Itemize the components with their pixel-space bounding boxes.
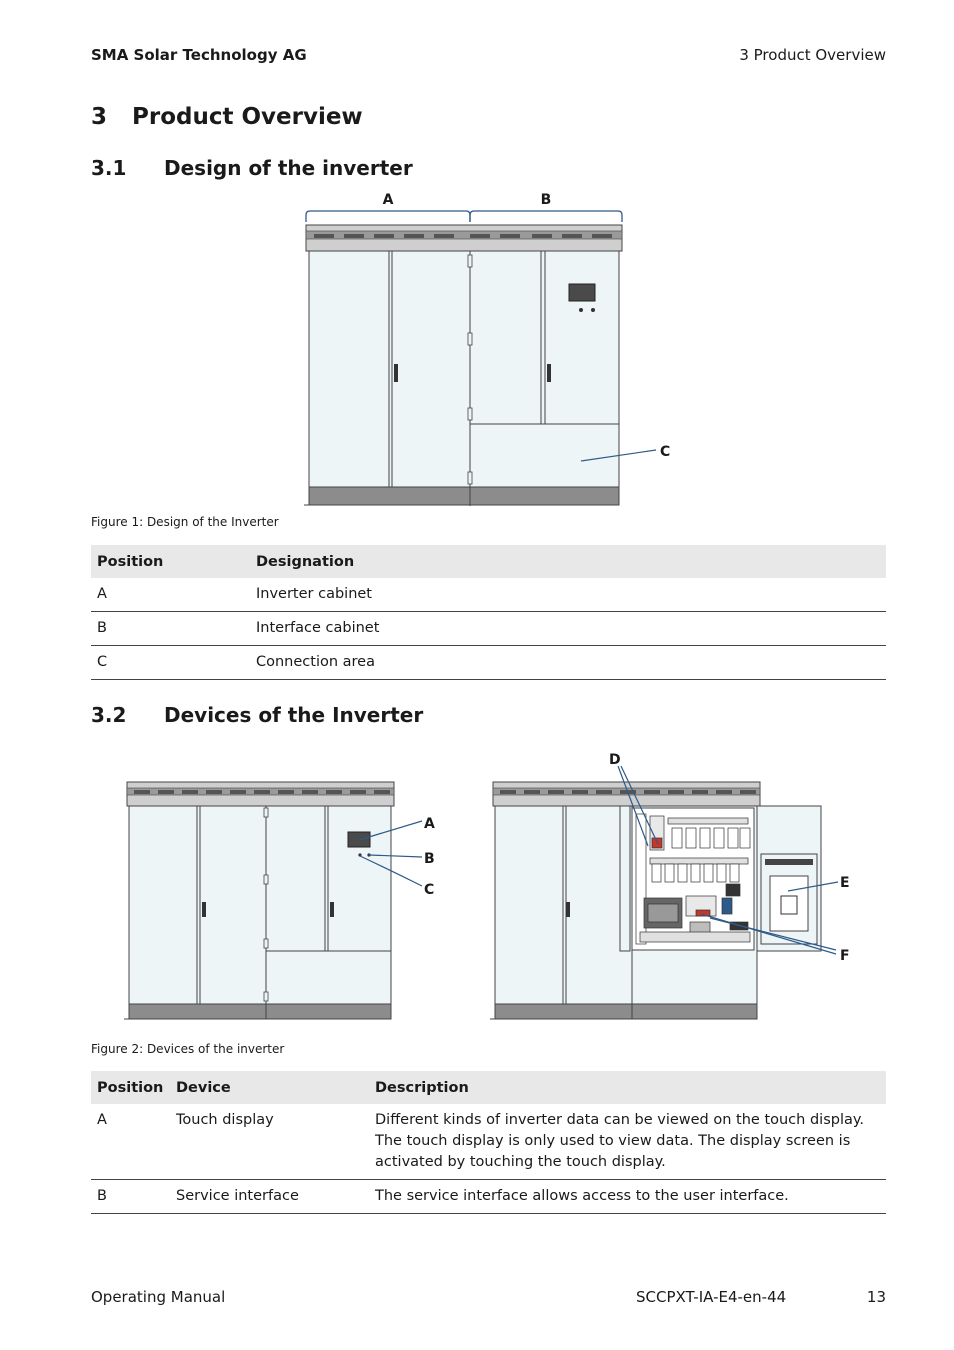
column-header-designation: Designation [250,545,886,578]
section-heading-design [91,156,413,180]
label-c: C [660,444,671,460]
table-row [91,646,886,680]
section-heading-devices [91,703,423,727]
label-f: F [840,948,850,964]
section-number: 3.1 [91,156,127,180]
footer-doc-code: SCCPXT-IA-E4-en-44 [636,1288,787,1306]
section-title: Design of the inverter [164,156,413,180]
figure-1-caption: Figure 1: Design of the Inverter [91,515,279,529]
header-section: 3 Product Overview [739,46,886,64]
column-header-position: Position [91,545,250,578]
chapter-number: 3 [91,104,108,130]
footer-page-number: 13 [866,1288,886,1306]
cell-device: Service interface [170,1180,369,1214]
chapter-heading [91,104,363,130]
figure-2-caption: Figure 2: Devices of the inverter [91,1042,285,1056]
label-a: A [424,816,435,832]
cell-position: A [91,578,250,612]
cell-description: The service interface allows access to the user interface. [369,1180,886,1214]
cell-position: A [91,1104,170,1180]
footer-manual: Operating Manual [91,1288,226,1306]
cell-designation: Connection area [250,646,886,680]
devices-table [91,1071,886,1214]
label-d: D [609,752,621,768]
design-table [91,545,886,680]
column-header-device: Device [170,1071,369,1104]
label-c: C [424,882,435,898]
cell-designation: Interface cabinet [250,612,886,646]
table-row [91,1104,886,1180]
cell-position: B [91,1180,170,1214]
label-b: B [424,851,435,867]
figure-inverter-design [300,188,680,510]
label-b: B [540,192,552,208]
column-header-description: Description [369,1071,886,1104]
table-row [91,612,886,646]
table-row [91,1180,886,1214]
section-title: Devices of the Inverter [164,703,424,727]
header-company: SMA Solar Technology AG [91,46,307,64]
cell-description: Different kinds of inverter data can be viewed on the touch display. The touch display is only used to view data. The display screen is activated by touching the touch display. [369,1104,886,1180]
section-number: 3.2 [91,703,127,727]
cell-position: C [91,646,250,680]
closed-cabinet-drawing [124,782,435,1019]
cell-designation: Inverter cabinet [250,578,886,612]
open-cabinet-drawing [490,752,850,1019]
chapter-title: Product Overview [132,104,363,130]
column-header-position: Position [91,1071,170,1104]
label-e: E [840,875,850,891]
label-a: A [382,192,394,208]
table-row [91,578,886,612]
figure-inverter-devices [120,746,860,1026]
cell-device: Touch display [170,1104,369,1180]
cell-position: B [91,612,250,646]
